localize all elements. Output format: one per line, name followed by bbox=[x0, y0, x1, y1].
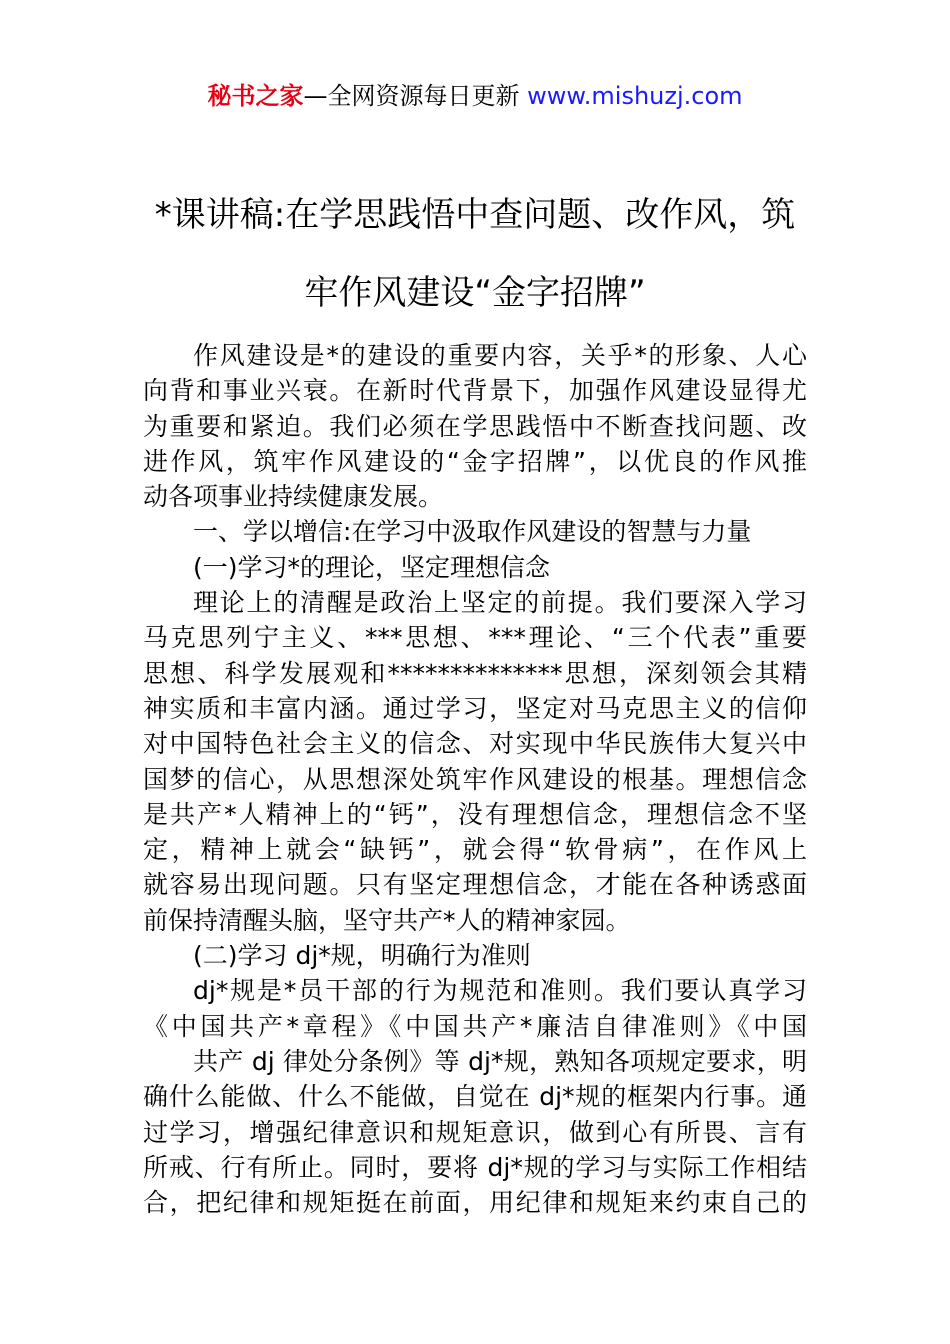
body-line: 为重要和紧迫。我们必须在学思践悟中不断查找问题、改 bbox=[143, 411, 807, 441]
document-body bbox=[143, 338, 807, 1220]
body-line: 动各项事业持续健康发展。 bbox=[143, 482, 444, 512]
title-line-1: *课讲稿:在学思践悟中查问题、改作风，筑 bbox=[154, 195, 796, 235]
body-line: 确什么能做、什么不能做，自觉在 dj*规的框架内行事。通 bbox=[143, 1082, 807, 1112]
body-line: 理论上的清醒是政治上坚定的前提。我们要深入学习 bbox=[193, 588, 807, 618]
site-url-link[interactable]: www.mishuzj.com bbox=[527, 82, 743, 110]
body-line: 作风建设是*的建设的重要内容，关乎*的形象、人心 bbox=[193, 341, 807, 370]
body-line: 所戒、行有所止。同时，要将 dj*规的学习与实际工作相结 bbox=[143, 1152, 807, 1182]
site-brand: 秘书之家 bbox=[207, 82, 304, 110]
title-line-2: 牢作风建设“金字招牌” bbox=[304, 273, 646, 313]
section-heading: 一、学以增信:在学习中汲取作风建设的智慧与力量 bbox=[193, 517, 752, 547]
body-line: 合，把纪律和规矩挺在前面，用纪律和规矩来约束自己的 bbox=[143, 1188, 807, 1218]
subsection-heading: (二)学习 dj*规，明确行为准则 bbox=[193, 941, 531, 971]
body-line: 共产 dj 律处分条例》等 dj*规，熟知各项规定要求，明 bbox=[193, 1046, 807, 1076]
body-line: 《中国共产*章程》《中国共产*廉洁自律准则》《中国 bbox=[143, 1011, 807, 1041]
body-line: 就容易出现问题。只有坚定理想信念，才能在各种诱惑面 bbox=[143, 870, 807, 900]
site-slogan: —全网资源每日更新 bbox=[303, 82, 528, 110]
document-title bbox=[140, 176, 810, 332]
body-line: 思想、科学发展观和**************思想，深刻领会其精 bbox=[143, 658, 807, 688]
body-line: 过学习，增强纪律意识和规矩意识，做到心有所畏、言有 bbox=[143, 1117, 807, 1147]
site-header bbox=[0, 78, 950, 114]
body-line: 前保持清醒头脑，坚守共产*人的精神家园。 bbox=[143, 905, 631, 935]
body-line: 定，精神上就会“缺钙”，就会得“软骨病”，在作风上 bbox=[143, 835, 807, 865]
body-line: 进作风，筑牢作风建设的“金字招牌”，以优良的作风推 bbox=[143, 446, 807, 476]
body-line: dj*规是*员干部的行为规范和准则。我们要认真学习 bbox=[193, 976, 807, 1006]
body-line: 马克思列宁主义、***思想、***理论、“三个代表”重要 bbox=[143, 623, 807, 653]
body-line: 向背和事业兴衰。在新时代背景下，加强作风建设显得尤 bbox=[143, 376, 807, 406]
body-line: 是共产*人精神上的“钙”，没有理想信念，理想信念不坚 bbox=[143, 799, 807, 829]
body-line: 对中国特色社会主义的信念、对实现中华民族伟大复兴中 bbox=[143, 729, 807, 759]
subsection-heading: (一)学习*的理论，坚定理想信念 bbox=[193, 552, 551, 582]
body-line: 国梦的信心，从思想深处筑牢作风建设的根基。理想信念 bbox=[143, 764, 807, 794]
body-line: 神实质和丰富内涵。通过学习，坚定对马克思主义的信仰 bbox=[143, 693, 807, 723]
